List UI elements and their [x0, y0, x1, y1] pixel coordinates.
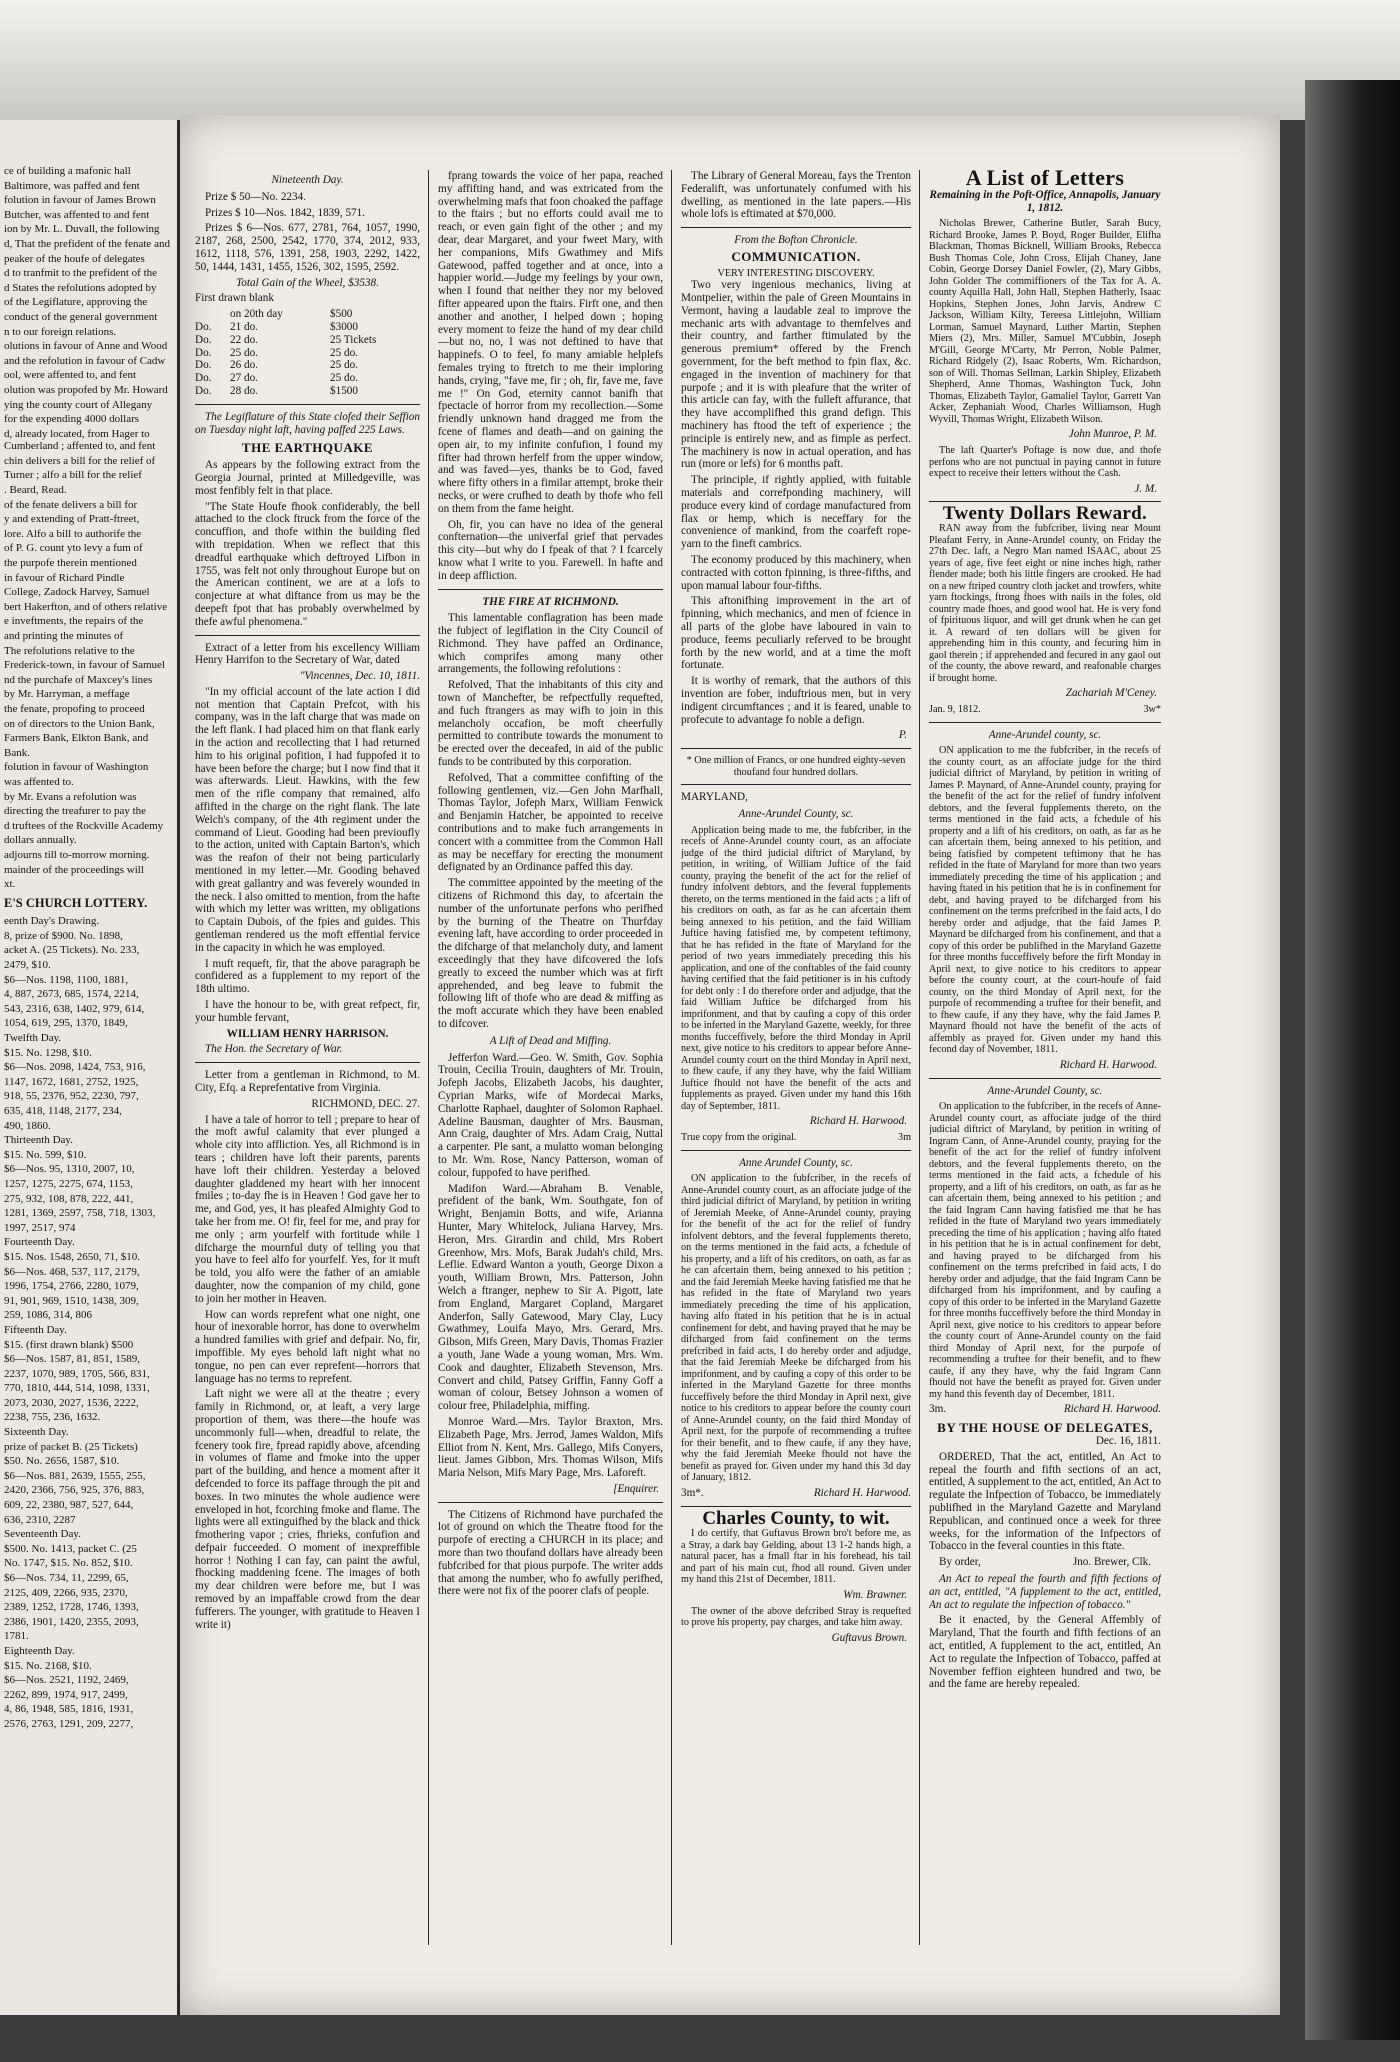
delegates-heading: BY THE HOUSE OF DELEGATES,	[937, 1420, 1153, 1436]
column-rule	[428, 170, 429, 1945]
wheel-cell: Do.	[195, 320, 212, 333]
previous-page-line: d to tranfmit to the prefident of the	[4, 267, 158, 280]
postage-note: The laft Quarter's Poftage is now due, and thofe perfons who are not punctual in paying cannot in future expect to receive their letters without the Cash.	[929, 445, 1161, 480]
lottery-results	[4, 915, 174, 1730]
prize-line: Prizes $ 10—Nos. 1842, 1839, 571.	[205, 206, 366, 219]
church-article: The Citizens of Richmond have purchafed the lot of ground on which the Theatre ftood for the purpofe of erecting a CHURCH in its place; and more than two thoufand dollars have already been fubfcribed for that pious purpofe. The writer adds that among the number, who fo awfully perifhed, there were not fix of the poorer clafs of people.	[438, 1508, 663, 1598]
wheel-cell: Do.	[195, 359, 212, 372]
lottery-line: 2420, 2366, 756, 925, 376, 883,	[4, 1484, 145, 1497]
lottery-heading: E'S CHURCH LOTTERY.	[4, 895, 148, 910]
meeke-sign-row	[681, 1487, 911, 1500]
previous-page-line: ce of building a mafonic hall	[4, 165, 131, 177]
wheel-cell: 22 do.	[230, 333, 258, 346]
justice-notice: Application being made to me, the fubfcriber, in the recefs of Anne-Arundel county court, as an affociate judge of the third judicial diftrict of Maryland, by petition, in writing, of William Juftice of the faid county, praying the benefit of the act for the relief of fundry infolvent debtors, and the feveral fupplements thereto, on the terms mentioned in the faid acts ; a lift of his creditors on oath, as far as he can afcertain them being annexed to his petition, and the faid William Juftice having fatisfied me, by competent teftimony, that he has refided in the ftate of Maryland for the period of two years immediately preceding this his application, and one of the conftables of the faid county having certified that the faid petitioner is in his cuftody for debt only : I do therefore order and adjudge, that the faid William Juftice be difcharged from his imprifonment, and that by caufing a copy of this order to be inferted in the Maryland Gazette, weekly, for three months fucceffively, before the third Monday in April next, give notice to his creditors to appear before Anne-Arundel county court on the third Monday in April next, to fhew caufe, if any they have, why the faid William Juftice fhould not have the benefit of the acts and fupplements as prayed. Given under my hand this 16th day of September, 1811.	[681, 824, 911, 1112]
harrison-paragraph: "In my official account of the late action I did not mention that Captain Prefcot, with his company, was in the laft charge that was made on the left flank. I had placed him on that flank early in the action and recollecting that I had returned him to his original pofition, I had fuppofed it to have been before the charge; but I now find that it was afterwards. Lieut. Hawkins, with the few men of the rifle company that remained, alfo affifted in the charge on the right flank. The late Welch's company, of the 4th regiment under the command of Lieut. Gooding had been previoufly to the action, united with Captain Barton's, which was the reafon of their not being particularly mentioned in my letter.—Mr. Gooding behaved with great gallantry and was feverely wounded in the neck. I also omitted to mention, from the hafte with which my letter was written, my obligations to Captain Dubois, of the fpies and guides. This gentleman rendered us the moft effential fervice in the capacity in which he was employed.	[195, 685, 420, 954]
harrison-addressee: The Hon. the Secretary of War.	[205, 1043, 343, 1056]
previous-page-column	[4, 165, 174, 1733]
earthquake-paragraph: As appears by the following extract from the Georgia Journal, printed at Milledgeville, was most fenfibly felt in that place.	[195, 459, 420, 497]
lottery-line: 609, 22, 2380, 987, 527, 644,	[4, 1499, 134, 1512]
lottery-line: eenth Day's Drawing.	[4, 915, 100, 928]
act-text: Be it enacted, by the General Affembly of Maryland, That the fourth and fifth fections of an act, entitled, A fupplement to the act, entitled, An Act to regulate the Infpection of Tobacco, paffed at November feffion eighteen hundred and two, be and the fame are hereby repealed.	[929, 1614, 1161, 1691]
harrison-letter-intro: Extract of a letter from his excellency William Henry Harrifon to the Secretary of War, dated	[195, 641, 420, 667]
lottery-line: $15. No. 599, $10.	[4, 1148, 87, 1161]
ward-list-paragraph: Monroe Ward.—Mrs. Taylor Braxton, Mrs. Elizabeth Page, Mrs. Jerrod, James Waldon, Mifs Elliot from N. Kent, Mrs. Gallego, Mifs Conyers, lieut. James Gibbon, Mrs. Thomas Wilson, Mifs Maria Nelson, Mifs Mary Page, Mrs. Laforeft.	[438, 1415, 663, 1480]
scan-top-shadow	[0, 0, 1400, 120]
lottery-line: 490, 1860.	[4, 1119, 51, 1132]
reward-code: 3w*	[1143, 704, 1161, 716]
wheel-row	[195, 321, 420, 334]
lottery-line: 1781.	[4, 1630, 29, 1643]
fire-paragraph: Refolved, That a committee confifting of the following gentlemen, viz.—Gen John Marfhall, Thomas Taylor, Jofeph Marx, William Fenwick and Benjamin Hatcher, be appointed to receive contributions and to make fuch arrangements in concert with a committee from the Common Hall as may be neceffary for erecting the monument defignated by an Ordinance paffed this day.	[438, 771, 663, 874]
maynard-notice: ON application to me the fubfcriber, in the recefs of the county court, as an affociate judge for the third judicial diftrict of Maryland, by petition in writing of James P. Maynard, of Anne-Arundel county, praying for the benefit of the act for the relief of fundry infolvent debtors, and the feveral fupplements thereto, on the terms mentioned in the faid acts, a fchedule of his property and a lift of his creditors, on oath, as far as he can afcertain them, being annexed to his petition, and being fatisfied by competent teftimony that he has refided in the ftate of Maryland for more than two years immediately preceding the time of his application ; and having ftated in his petition that he is in confinement for debt, and having prayed to be difcharged from his confinement on the terms prefcribed in the faid acts, I do hereby order and adjudge, that the faid James P. Maynard be difcharged from his confinement, and that a copy of this order be publifhed in the Maryland Gazette for three months fucceffively before the firft Monday in April next, to give notice to his creditors to appear before the county court, at the court-houfe of faid county, on the third Monday of April next, for the purpofe of recommending a truftee for their benefit, and to fhew caufe, if any they have, why the faid James P. Maynard fhould not have the benefit of the acts of affembly as prayed for. Given under my hand this fecond day of November, 1811.	[929, 745, 1161, 1056]
previous-page-line: folution in favour of James Brown	[4, 194, 156, 207]
previous-page-line: peaker of the houfe of delegates	[4, 252, 145, 265]
delegates-order: ORDERED, That the act, entitled, An Act to repeal the fourth and fifth sections of an act, entitled, A supplement to the act, entitled, An Act to regulate the Infpection of Tobacco, be immediately publifhed in the Maryland Gazette and Maryland Republican, and continued once a week for three weeks, for the information of the Infpectors of Tobacco in the feveral counties in this ftate.	[929, 1450, 1161, 1553]
lottery-line: 918, 55, 2376, 952, 2230, 797,	[4, 1090, 139, 1103]
lottery-line: Thirteenth Day.	[4, 1134, 73, 1147]
lottery-line: $15. No. 2168, $10.	[4, 1659, 92, 1672]
charles-county-heading: Charles County, to wit.	[702, 1507, 890, 1529]
divider	[929, 501, 1161, 502]
lottery-line: Eighteenth Day.	[4, 1644, 75, 1657]
communication-paragraph: The principle, if rightly applied, with fuitable materials and correfponding machinery, will produce every kind of cordage manufactured from flax or hemp, which is neceffary for the convenience of mankind, from the coarfeft rope-yarn to the fineft cambrics.	[681, 474, 911, 551]
divider	[681, 784, 911, 785]
richmond-paragraph: I have a tale of horror to tell ; prepare to hear of the moft awful calamity that ever plunged a whole city into affliction. Yes, all Richmond is in tears ; children have loft their parents, parents have loft their children. Yesterday a beloved daughter gladdened my heart with her innocent fmiles ; to-day fhe is in Heaven ! God gave her to me, and God, yes, it has pleafed Almighty God to take her from me. O! fir, feel for me, and pray for me only ; arm yourfelf with fortitude while I difcharge the mournful duty of telling you that you have to feel alfo for yourfelf. Yes, for it muft be told, you alfo were the father of an amiable daughter, now the companion of my child, gone to join her mother in Heaven.	[195, 1113, 420, 1305]
lottery-line: 275, 932, 108, 878, 222, 441,	[4, 1192, 134, 1205]
previous-page-line: Turner ; alfo a bill for the relief	[4, 469, 142, 482]
wheel-table	[195, 308, 420, 398]
communication-paragraph: This aftonifhing improvement in the art of fpinning, which mechanics, and men of fcience in all parts of the globe have laboured in vain to produce, feems peculiarly referved to be brought forth by the new world, and at a time the moft fortunate.	[681, 595, 911, 672]
previous-page-line: the fenate, propofing to proceed	[4, 702, 145, 715]
maynard-county-heading: Anne-Arundel county, sc.	[988, 728, 1102, 741]
lottery-line: $15. (first drawn blank) $500	[4, 1338, 134, 1351]
lottery-line: Seventeenth Day.	[4, 1528, 81, 1541]
previous-page-line: e inveftments, the repairs of the	[4, 615, 144, 628]
column-rule	[671, 170, 672, 1945]
previous-page-line: directing the treafurer to pay the	[4, 805, 147, 818]
previous-page-line: and the refolution in favour of Cadw	[4, 354, 166, 367]
wheel-cell: on 20th day	[230, 308, 283, 321]
postage-note-sign: J. M.	[1134, 482, 1157, 495]
postmaster-signature: John Munroe, P. M.	[1068, 428, 1157, 441]
divider	[681, 227, 911, 228]
lottery-line: Sixteenth Day.	[4, 1426, 69, 1439]
legislature-note: The Legiflature of this State clofed their Seffion on Tuesday night laft, having paffed 225 Laws.	[195, 410, 420, 436]
meeke-code: 3m*.	[681, 1486, 704, 1499]
divider	[195, 404, 420, 405]
communication-sign: P.	[898, 729, 907, 742]
harrison-signature: WILLIAM HENRY HARRISON.	[226, 1027, 389, 1040]
previous-page-line: The refolutions relative to the	[4, 644, 135, 657]
meeke-county-heading: Anne Arundel County, sc.	[739, 1156, 853, 1169]
reward-notice: RAN away from the fubfcriber, living near Mount Pleafant Ferry, in Anne-Arundel county, on Friday the 27th Dec. laft, a Negro Man named ISAAC, about 25 years of age, five feet eight or nine inches high, rather flender made; both his little fingers are crooked. He had on a new ftriped country cloth jacket and trowfers, white yarn ftockings, ftrong fhoes with nails in the foles, old country made fhoes, and good wool hat. He is very fond of fpirituous liquor, and will get drunk when he can get it. A reward of ten dollars will be given for apprehending him in this county, and fecuring him in gaol therein ; if apprehended and fecured in any gaol out of the county, the above reward, and reafonable charges if brought home.	[929, 523, 1161, 684]
previous-page-line: ying the county court of Allegany	[4, 398, 153, 411]
previous-page-line: ion by Mr. L. Duvall, the following	[4, 223, 160, 236]
justice-copy-note: True copy from the original.	[681, 1132, 797, 1144]
previous-page-line: Butcher, was affented to and fent	[4, 208, 150, 221]
previous-page-line: folution in favour of Washington	[4, 761, 149, 774]
lottery-line: 636, 2310, 2287	[4, 1513, 76, 1526]
previous-page-line: nd the purchafe of Maxcey's lines	[4, 673, 153, 686]
lottery-line: $6—Nos. 2521, 1192, 2469,	[4, 1674, 129, 1687]
wheel-cell: 25 do.	[330, 346, 358, 359]
stray-notice: I do certify, that Guftavus Brown bro't before me, as a Stray, a dark bay Gelding, about 13 1-2 hands high, a natural pacer, has a fmall ftar in his forehead, his tail and part of his main cut, fhod all round. Given under my hand this 21st of December, 1811.	[681, 1528, 911, 1586]
previous-page-line: lore. Alfo a bill to authorife the	[4, 527, 142, 540]
divider	[195, 635, 420, 636]
cann-sign-row	[929, 1403, 1161, 1416]
previous-page-line: on of directors to the Union Bank,	[4, 717, 155, 730]
previous-page-line: mainder of the proceedings will	[4, 863, 144, 876]
lottery-day-heading: Nineteenth Day.	[271, 174, 344, 186]
previous-page-line: n to our foreign relations.	[4, 325, 117, 338]
cann-signature: Richard H. Harwood.	[1063, 1403, 1161, 1416]
reward-signature: Zachariah M'Ceney.	[1065, 687, 1157, 700]
previous-page-line: chin delivers a bill for the relief of	[4, 454, 156, 467]
harrison-paragraph: I muft requeft, fir, that the above paragraph be confidered as a fupplement to my report of the 18th ultimo.	[195, 957, 420, 996]
wheel-row	[195, 347, 420, 360]
lottery-line: $6—Nos. 1198, 1100, 1881,	[4, 973, 129, 986]
fire-paragraph: This lamentable conflagration has been made the fubject of legiflation in the City Council of Richmond. They have paffed an Ordinance, which comprifes among many other arrangements, the following refolutions :	[438, 612, 663, 676]
previous-page-line: the purpofe therein mentioned	[4, 557, 137, 570]
lottery-line: 259, 1086, 314, 806	[4, 1309, 92, 1322]
wheel-row	[195, 359, 420, 372]
maryland-heading: MARYLAND,	[681, 791, 748, 804]
communication-paragraph: It is worthy of remark, that the authors of this invention are fober, induftrious men, but in very indigent circumftances ; and it is feared, unable to profecute to advantage fo noble a defign.	[681, 675, 911, 726]
previous-page-line: of the Legiflature, approving the	[4, 296, 148, 309]
dead-missing-heading: A Lift of Dead and Miffing.	[489, 1034, 612, 1047]
lottery-line: 2576, 2763, 1291, 209, 2277,	[4, 1717, 134, 1730]
previous-page-line: and printing the minutes of	[4, 630, 124, 642]
earthquake-article	[195, 459, 420, 628]
previous-page-line: of the fenate delivers a bill for	[4, 498, 138, 511]
previous-page-line: bert Hakerfton, and of others relative	[4, 600, 168, 613]
divider	[438, 1502, 663, 1503]
communication-heading: COMMUNICATION.	[731, 248, 861, 264]
lottery-line: $6—Nos. 1587, 81, 851, 1589,	[4, 1353, 140, 1366]
lottery-line: $6—Nos. 95, 1310, 2007, 10,	[4, 1163, 135, 1176]
column-rule	[919, 170, 920, 1945]
delegates-clerk: Jno. Brewer, Clk.	[1072, 1556, 1151, 1569]
wheel-cell: 28 do.	[230, 384, 258, 397]
wheel-cell: Do.	[195, 372, 212, 385]
previous-page-line: dollars annually.	[4, 834, 77, 847]
lottery-line: 8, prize of $900. No. 1898,	[4, 929, 123, 942]
lottery-line: 4, 86, 1948, 585, 1816, 1931,	[4, 1703, 134, 1716]
ward-list-paragraph: Jefferfon Ward.—Geo. W. Smith, Gov. Sophia Trouin, Cecilia Trouin, daughters of Mr. Trouin, Jofeph Jacobs, Elizabeth Jacobs, his daughter, Cyprian Marks, wife of Mordecai Marks, Charlotte Raphael, daughter of Solomon Raphael. Adeline Bausman, daughter of Mrs. Bausman, Ann Craig, daughter of Mrs. Adam Craig, Nuttal a carpenter. Ple sant, a mulatto woman belonging to Mr. Wm. Rose, Nancy Patterson, woman of colour, fuppofed to have perifhed.	[438, 1051, 663, 1179]
lottery-line: 1996, 1754, 2766, 2280, 1079,	[4, 1280, 139, 1293]
lottery-line: $6—Nos. 468, 537, 117, 2179,	[4, 1265, 140, 1278]
fire-paragraph: Refolved, That the inhabitants of this city and town of Manchefter, be refpectfully requefted, and fuch ftrangers as may wifh to join in this melancholy occafion, be moft cheerfully permitted to contribute towards the monument to be erected over the deceafed, in aid of the public funds to be contributed by this corporation.	[438, 679, 663, 769]
wheel-cell: 25 Tickets	[330, 333, 377, 346]
divider	[438, 589, 663, 590]
divider	[681, 748, 911, 749]
lottery-line: $6—Nos. 734, 11, 2299, 65,	[4, 1572, 129, 1584]
richmond-paragraph: Laft night we were all at the theatre ; every family in Richmond, or, at leaft, a very large proportion of them, was there—the houfe was uncommonly full—when, dreadful to relate, the fcenery took fire, fpread rapidly above, afcending in volumes of flame and fmoke into the upper part of the building, and hence a moment after it defcended to force its paffage through the pit and boxes. In two minutes the whole audience were enveloped in hot, fcorching fmoke and flame. The lights were all extinguifhed by the black and thick fmothering vapor ; cries, fhrieks, confufion and defpair fucceeded. O moment of inexpreffible horror ! Nothing I can fay, can paint the awful, fhocking maddening fcene. The images of both my dear children were before me, but I was removed by an impaffable crowd from the dear fufferers. The younger, with gratitude to Heaven I write it)	[195, 1388, 420, 1631]
column-4	[929, 170, 1161, 1694]
lottery-line: $6—Nos. 2098, 1424, 753, 916,	[4, 1061, 146, 1074]
library-article: The Library of General Moreau, fays the Trenton Federalift, was unfortunately confumed with his dwelling, as mentioned in the late papers.—His whole lofs is eftimated at $70,000.	[681, 170, 911, 221]
richmond-letter-intro: Letter from a gentleman in Richmond, to M. City, Efq. a Reprefentative from Virginia.	[195, 1069, 420, 1094]
divider	[929, 722, 1161, 723]
reward-heading: Twenty Dollars Reward.	[942, 503, 1148, 525]
previous-page-line: d, already located, from Hager to Cumberland ; affented to, and fent	[4, 427, 156, 453]
dead-missing-list	[438, 1052, 663, 1480]
act-title: An Act to repeal the fourth and fifth fections of an act, entitled, "A fupplement to the act, entitled, An act to regulate the infpection of tobacco."	[929, 1573, 1161, 1611]
richmond-continued-paragraph: Oh, fir, you can have no idea of the general confternation—the univerfal grief that pervades this city—but why do I fpeak of that ? I fcarcely know what I write to you. Farewell. In hafte and in deep affliction.	[438, 518, 663, 582]
harrison-paragraph: I have the honour to be, with great refpect, fir, your humble fervant,	[195, 999, 420, 1024]
wheel-cell	[195, 308, 225, 321]
lottery-line: $15. No. 1298, $10.	[4, 1046, 92, 1059]
cann-notice: On application to the fubfcriber, in the recefs of Anne-Arundel county court, as affociate judge of the third judicial diftrict of Maryland, by petition in writing of Ingram Cann, of Anne-Arundel county, praying for the benefit of the act for the relief of fundry infolvent debtors, and the feveral fupplements thereto, on the terms mentioned in the faid acts, a fchedule of his property, and a lift of his creditors, on oath, as far as he can afcertain them, being annexed to his petition ; and the faid Ingram Cann having fatisfied me that he has refided in the ftate of Maryland two years immediately preceding the time of his application ; having alfo ftated in his petition that he is in actual confinement for debt, and having prayed to be difcharged from his confinement on the terms prefcribed in faid acts, I do hereby order and adjudge, that the faid Ingram Cann be difcharged from his imprifonment, and by caufing a copy of this order to be inferted in the Maryland Gazette for three months fucceffively before the third Monday in April next, give notice to his creditors to appear before the county court of Anne-Arundel county on the faid third Monday of April next, for the purpofe of recommending a truftee for their benefit, and to fhew caufe, if any they have, why the faid Ingram Cann fhould not have the benefit as prayed for. Given under my hand this feventh day of December, 1811.	[929, 1101, 1161, 1400]
wheel-cell: $500	[330, 308, 353, 321]
previous-page-line: College, Zadock Harvey, Samuel	[4, 586, 150, 599]
divider	[195, 1062, 420, 1063]
previous-page-line: conduct of the general government	[4, 310, 158, 323]
previous-page-fragment	[0, 120, 180, 2015]
wheel-cell: $3000	[330, 320, 358, 333]
lottery-line: 2389, 1252, 1728, 1746, 1393,	[4, 1601, 139, 1614]
harrison-letter-date: "Vincennes, Dec. 10, 1811.	[299, 670, 420, 683]
previous-page-line: xt.	[4, 878, 16, 891]
lottery-line: No. 1747, $15. No. 852, $10.	[4, 1557, 133, 1570]
lottery-line: $15. Nos. 1548, 2650, 71, $10.	[4, 1250, 140, 1263]
delegates-sign-row	[929, 1556, 1161, 1569]
lottery-line: 2237, 1070, 989, 1705, 566, 831,	[4, 1367, 150, 1380]
previous-page-line: y and extending of Pratt-ftreet,	[4, 513, 140, 526]
wheel-row	[195, 372, 420, 385]
lottery-line: 2238, 755, 236, 1632.	[4, 1411, 101, 1424]
previous-page-line: d States the refolutions adopted by	[4, 281, 157, 294]
lottery-line: 2073, 2030, 2027, 1536, 2222,	[4, 1396, 139, 1409]
meeke-notice: ON application to the fubfcriber, in the recefs of Anne-Arundel county court, as an affociate judge of the third judicial diftrict of Maryland, by petition in writing of Jeremiah Meeke, of Anne-Arundel county, praying for the benefit of the act for the relief of fundry infolvent debtors, and the feveral fupplements thereto, on the terms mentioned in the faid acts, a fchedule of his property, and a lift of his creditors, on oath, as far as he can afcertain them, being annexed to his petition ; and the faid Jeremiah Meeke having fatisfied me that he has refided in the ftate of Maryland two years immediately preceding the time of his application, having alfo ftated in his petition that he is in actual confinement for debt, and having prayed that he may be difcharged from faid confinement on the terms prefcribed in faid acts, I do hereby order and adjudge, that the faid Jeremiah Meeke be difcharged from his imprifonment, and by caufing a copy of this order to be inferted in the Maryland Gazette for three months fucceffively before the third Monday in April next, give notice to his creditors to appear before the county court of Anne-Arundel county, on the faid third Monday of April next, for the purpofe of recommending a truftee for their benefit, and to fhew caufe, if any they have, why the faid Jeremiah Meeke fhould not have the benefit as prayed for. Given under my hand this 3d day of January, 1812.	[681, 1173, 911, 1484]
richmond-continued-paragraph: fprang towards the voice of her papa, reached my affifting hand, and was extricated from the overwhelming mafs that foon choaked the paffage to the ftairs ; but no efforts could avail me to reach, or even gain fight of the other ; and my dear, dear Margaret, and your fweet Mary, with her companions, Mifs Gwathmey and Mifs Gatewood, paffed together and at once, into a happier world.—Judge my feelings by your own, when I found that neither they nor my beloved fifter appeared upon the ftairs. Firft one, and then another and another, I helped down ; hoping every moment to feize the hand of my dear child—but no, no, I was not deftined to have that happinefs. O to feel, fo many amiable helplefs females trying to ftretch to me their imploring hands, crying, "fave me, fir ; oh, fir, fave me, fave me !" On God, eternity cannot banifh that fpectacle of horror from my recollection.—Some friendly unknown hand dragged me from the fcene of flames and death—and on gaining the open air, to my infinite confufion, I found my fifter had thrown herfelf from the upper window, and was faved—yes, thanks be to God, faved where fifty others in a fimilar attempt, broke their necks, or were crufhed to death by thofe who fell on them from the fame height.	[438, 170, 663, 515]
justice-signature: Richard H. Harwood.	[809, 1115, 907, 1128]
wheel-row	[195, 385, 420, 398]
delegates-by-order: By order,	[939, 1556, 981, 1569]
harrison-letter-body	[195, 686, 420, 1025]
lottery-line: 1257, 1275, 2275, 674, 1153,	[4, 1177, 133, 1190]
lottery-line: 2386, 1901, 1420, 2355, 2093,	[4, 1615, 139, 1628]
lottery-line: 1054, 619, 295, 1370, 1849,	[4, 1017, 128, 1030]
letters-subheading: Remaining in the Poft-Office, Annapolis, January 1, 1812.	[929, 188, 1161, 214]
previous-page-line: was affented to.	[4, 775, 74, 788]
lottery-line: 1997, 2517, 974	[4, 1221, 76, 1234]
wheel-cell: 21 do.	[230, 320, 258, 333]
brawner-signature: Wm. Brawner.	[843, 1588, 907, 1601]
wheel-cell: 26 do.	[230, 359, 258, 372]
wheel-cell: 25 do.	[330, 372, 358, 385]
cann-county-heading: Anne-Arundel County, sc.	[987, 1084, 1103, 1097]
previous-page-line: ool, were affented to, and fent	[4, 369, 137, 382]
previous-page-line: Baltimore, was paffed and fent	[4, 179, 140, 192]
lottery-line: $6—Nos. 881, 2639, 1555, 255,	[4, 1469, 146, 1482]
stray-owner-note: The owner of the above defcribed Stray is requefted to prove his property, pay charges, and take him away.	[681, 1605, 911, 1629]
wheel-cell: $1500	[330, 384, 358, 397]
lottery-line: 543, 2316, 638, 1402, 979, 614,	[4, 1002, 145, 1015]
lottery-line: $50. No. 2656, 1587, $10.	[4, 1455, 120, 1468]
lottery-line: Fourteenth Day.	[4, 1236, 75, 1249]
lottery-line: Fifteenth Day.	[4, 1323, 67, 1336]
divider	[681, 1506, 911, 1507]
footnote: * One million of Francs, or one hundred eighty-seven thoufand four hundred dollars.	[686, 755, 906, 778]
prize-list	[195, 191, 420, 274]
communication-article	[681, 279, 911, 726]
previous-page-line: Frederick-town, in favour of Samuel	[4, 659, 165, 672]
meeke-signature: Richard H. Harwood.	[813, 1486, 911, 1499]
lottery-line: 635, 418, 1148, 2177, 234,	[4, 1105, 122, 1117]
previous-page-line: olutions in favour of Anne and Wood	[4, 340, 168, 353]
book-spine	[1305, 80, 1400, 2040]
wheel-cell: 27 do.	[230, 372, 258, 385]
communication-paragraph: Two very ingenious mechanics, living at Montpelier, within the pale of Green Mountains in Vermont, having a laudable zeal to improve the mechanic arts with advantage to themfelves and their country, and farther ftimulated by the generous premium* offered by the French government, for the beft method to fpin flax, &c. engaged in the invention of machinery for that purpofe ; and it is with pleafure that the writer of this article can fay, with the fulleft affurance, that they have accomplifhed this grand defign. This machinery has ftood the teft of experience ; the principle is entirely new, and as fimple as perfect. The machinery is now in actual operation, and has run (more or lefs) for 6 months paft.	[681, 279, 911, 471]
lottery-line: Twelfth Day.	[4, 1032, 62, 1045]
lottery-line: 770, 1810, 444, 514, 1098, 1331,	[4, 1382, 150, 1395]
lottery-line: 1281, 1369, 2597, 758, 718, 1303,	[4, 1207, 156, 1220]
richmond-letter-body	[195, 1114, 420, 1632]
reward-date-row	[929, 704, 1161, 716]
communication-subheading: VERY INTERESTING DISCOVERY.	[717, 267, 875, 279]
fire-heading: THE FIRE AT RICHMOND.	[482, 595, 619, 608]
previous-page-line: in favour of Richard Pindle	[4, 571, 125, 584]
divider	[929, 1078, 1161, 1079]
lottery-line: acket A. (25 Tickets). No. 233,	[4, 944, 140, 957]
lottery-line: 4, 887, 2673, 685, 1574, 2214,	[4, 988, 139, 1001]
previous-page-line: Farmers Bank, Elkton Bank, and	[4, 732, 149, 745]
prize-line: Prize $ 50—No. 2234.	[205, 190, 306, 203]
previous-page-line: . Beard, Read.	[4, 484, 67, 497]
wheel-cell: 25 do.	[330, 359, 358, 372]
lottery-line: 2125, 409, 2266, 935, 2370,	[4, 1586, 128, 1599]
richmond-letter-dateline: RICHMOND, DEC. 27.	[311, 1097, 420, 1110]
richmond-letter-continued	[438, 170, 663, 583]
previous-page-line: of P. G. count yto levy a fum of	[4, 542, 143, 555]
richmond-paragraph: How can words reprefent what one night, one hour of inexorable horror, has done to overwhelm a hundred families with grief and defpair. No, fir, impoffible. My eyes behold laft night what no tongue, no pen can ever reprefent—horrors that language has no terms to reprefent.	[195, 1308, 420, 1385]
previous-page-line: by Mr. Evans a refolution was	[4, 790, 137, 803]
wheel-cell: 25 do.	[230, 346, 258, 359]
column-1	[195, 170, 420, 1634]
lottery-line: 91, 901, 969, 1510, 1438, 309,	[4, 1294, 139, 1307]
brown-signature: Guftavus Brown.	[831, 1631, 907, 1644]
previous-page-line: Bank.	[4, 746, 30, 759]
communication-paragraph: The economy produced by this machinery, when contracted with cotton fpinning, is three-fifths, and upon manual labour four-fifths.	[681, 554, 911, 592]
wheel-row	[195, 334, 420, 347]
justice-copy-code: 3m	[897, 1132, 911, 1144]
lottery-line: 2479, $10.	[4, 959, 51, 972]
divider	[681, 1150, 911, 1151]
newspaper-page	[180, 115, 1280, 2015]
earthquake-paragraph: "The State Houfe fhook confiderably, the bell attached to the clock ftruck from the force of the concuffion, and thofe within the building fled with trepidation. When we reflect that this dreadful earthquake which deftroyed Lifbon in 1755, was felt not only throughout Europe but on the American continent, we are at a lofs to conjecture at what diftance from us may be the deepeft fpot that has probably overwhelmed by thefe awful phenomena."	[195, 500, 420, 628]
reward-date: Jan. 9, 1812.	[929, 704, 981, 716]
cann-code: 3m.	[929, 1403, 947, 1416]
wheel-cell: Do.	[195, 333, 212, 346]
lottery-line: $500. No. 1413, packet C. (25	[4, 1542, 137, 1555]
letters-list: Nicholas Brewer, Catherine Butler, Sarah Bucy, Richard Brooke, James P. Boyd, Roger Builder, Elifha Blackman, Thomas Bicknell, William Brooks, Rebecca Bush Thomas Cole, John Cross, Elijah Chaney, Jane Cobin, George Dorsey Daniel Fowler, (2), Mary Gibbs, John Golder The commiffioners of the Tax for A. A. county Aquilla Hall, John Hall, Stephen Hatherly, Isaac Hopkins, Stephen Jones, John Jarvis, Andrew C Jackson, William Kilty, Tereesa Littlejohn, William Lorman, Samuel Maynard, Luther Martin, Stephen Miers (2), Mrs. Miller, Samuel M'Cubbin, Joseph M'Gill, George M'Carty, Mr Perron, Noble Palmer, Richard Ridgely (2), Isaac Roberts, Wm. Richardson, son of Will. Thomas Sellman, Larkin Shipley, Elizabeth Shepherd, Anne Thomas, Washington Tuck, John Thomas, Elizabeth Taylor, Gamaliel Taylor, Garrett Van Acker, Zephaniah Wood, Charles Williamson, Hugh Wyvill, Thomas Wright, Elizabeth Wilson.	[929, 218, 1161, 425]
previous-page-line: adjourns till to-morrow morning.	[4, 848, 150, 861]
previous-page-line: d, That the prefident of the fenate and	[4, 237, 170, 250]
wheel-gain-title: Total Gain of the Wheel, $3538.	[236, 276, 379, 289]
maynard-signature: Richard H. Harwood.	[1059, 1058, 1157, 1071]
column-2	[438, 170, 663, 1601]
delegates-date: Dec. 16, 1811.	[1095, 1435, 1161, 1448]
wheel-first-drawn: First drawn blank	[195, 292, 274, 305]
lottery-line: 1147, 1672, 1681, 2752, 1925,	[4, 1075, 139, 1088]
boston-source: From the Bofton Chronicle.	[734, 234, 858, 247]
wheel-cell: Do.	[195, 346, 212, 359]
justice-copy-row	[681, 1132, 911, 1144]
earthquake-heading: THE EARTHQUAKE	[241, 440, 374, 456]
previous-page-line: for the expending 4000 dollars	[4, 413, 140, 426]
county-heading: Anne-Arundel County, sc.	[738, 807, 854, 820]
wheel-cell: Do.	[195, 384, 212, 397]
previous-page-text	[4, 165, 174, 891]
previous-page-line: d truftees of the Rockville Academy	[4, 819, 164, 832]
fire-paragraph: The committee appointed by the meeting of the citizens of Richmond this day, to afcertain the number of the unfortunate perfons who perifhed by the burning of the Theatre on Thurfday evening laft, have according to order proceeded in the difcharge of that melancholy duty, and lament exceedingly that they have difcovered the lofs greatly to exceed the number which was at firft apprehended, and beg leave to fubmit the following lift of thofe who are dead & miffing as the moft accurate which they have been enabled to difcover.	[438, 877, 663, 1030]
letters-heading: A List of Letters	[965, 170, 1125, 190]
ward-list-paragraph: Madifon Ward.—Abraham B. Venable, prefident of the bank, Wm. Southgate, fon of Wright, Benjamin Botts, and wife, Arianna Hunter, Mary Whitelock, Juliana Harvey, Mrs. Heron, Mrs. Girardin and child, Mrs Robert Greenhow, Mrs. Mofs, Barak Judah's child, Mrs. Leflie. Edward Wanton a youth, George Dixon a youth, William Brown, Mrs. Patterson, John Welch a ftranger, nephew to Sir A. Pigott, late from England, Margaret Copland, Margaret Anderfon, Sally Gatewood, Mary Clay, Lucy Gwathmey, Louifa Mayo, Mrs. Gerard, Mrs. Gibson, Mifs Green, Mary Davis, Thomas Frazier a youth, Jane Wade a young woman, Mrs. Wm. Cook and daughter, Elizabeth Stevenson, Mrs. Convert and child, Patsey Griffin, Fanny Goff a woman of colour, Betsey Johnson a women of colour free, Philadelphia, miffing.	[438, 1182, 663, 1413]
enquirer-source: [Enquirer.	[613, 1482, 659, 1495]
column-3	[681, 170, 911, 1649]
lottery-line: prize of packet B. (25 Tickets)	[4, 1440, 138, 1453]
previous-page-line: olution was propofed by Mr. Howard	[4, 383, 168, 396]
wheel-row	[195, 308, 420, 321]
lottery-line: 2262, 899, 1974, 917, 2499,	[4, 1688, 128, 1701]
previous-page-line: by Mr. Harryman, a meffage	[4, 688, 130, 701]
prize-line: Prizes $ 6—Nos. 677, 2781, 764, 1057, 1990, 2187, 268, 2500, 2542, 1770, 374, 2012, 933, 1612, 1118, 576, 1391, 258, 1903, 2292, 1422, 50, 1444, 1431, 1455, 1526, 302, 1595, 2592.	[195, 222, 420, 273]
fire-article	[438, 612, 663, 1031]
